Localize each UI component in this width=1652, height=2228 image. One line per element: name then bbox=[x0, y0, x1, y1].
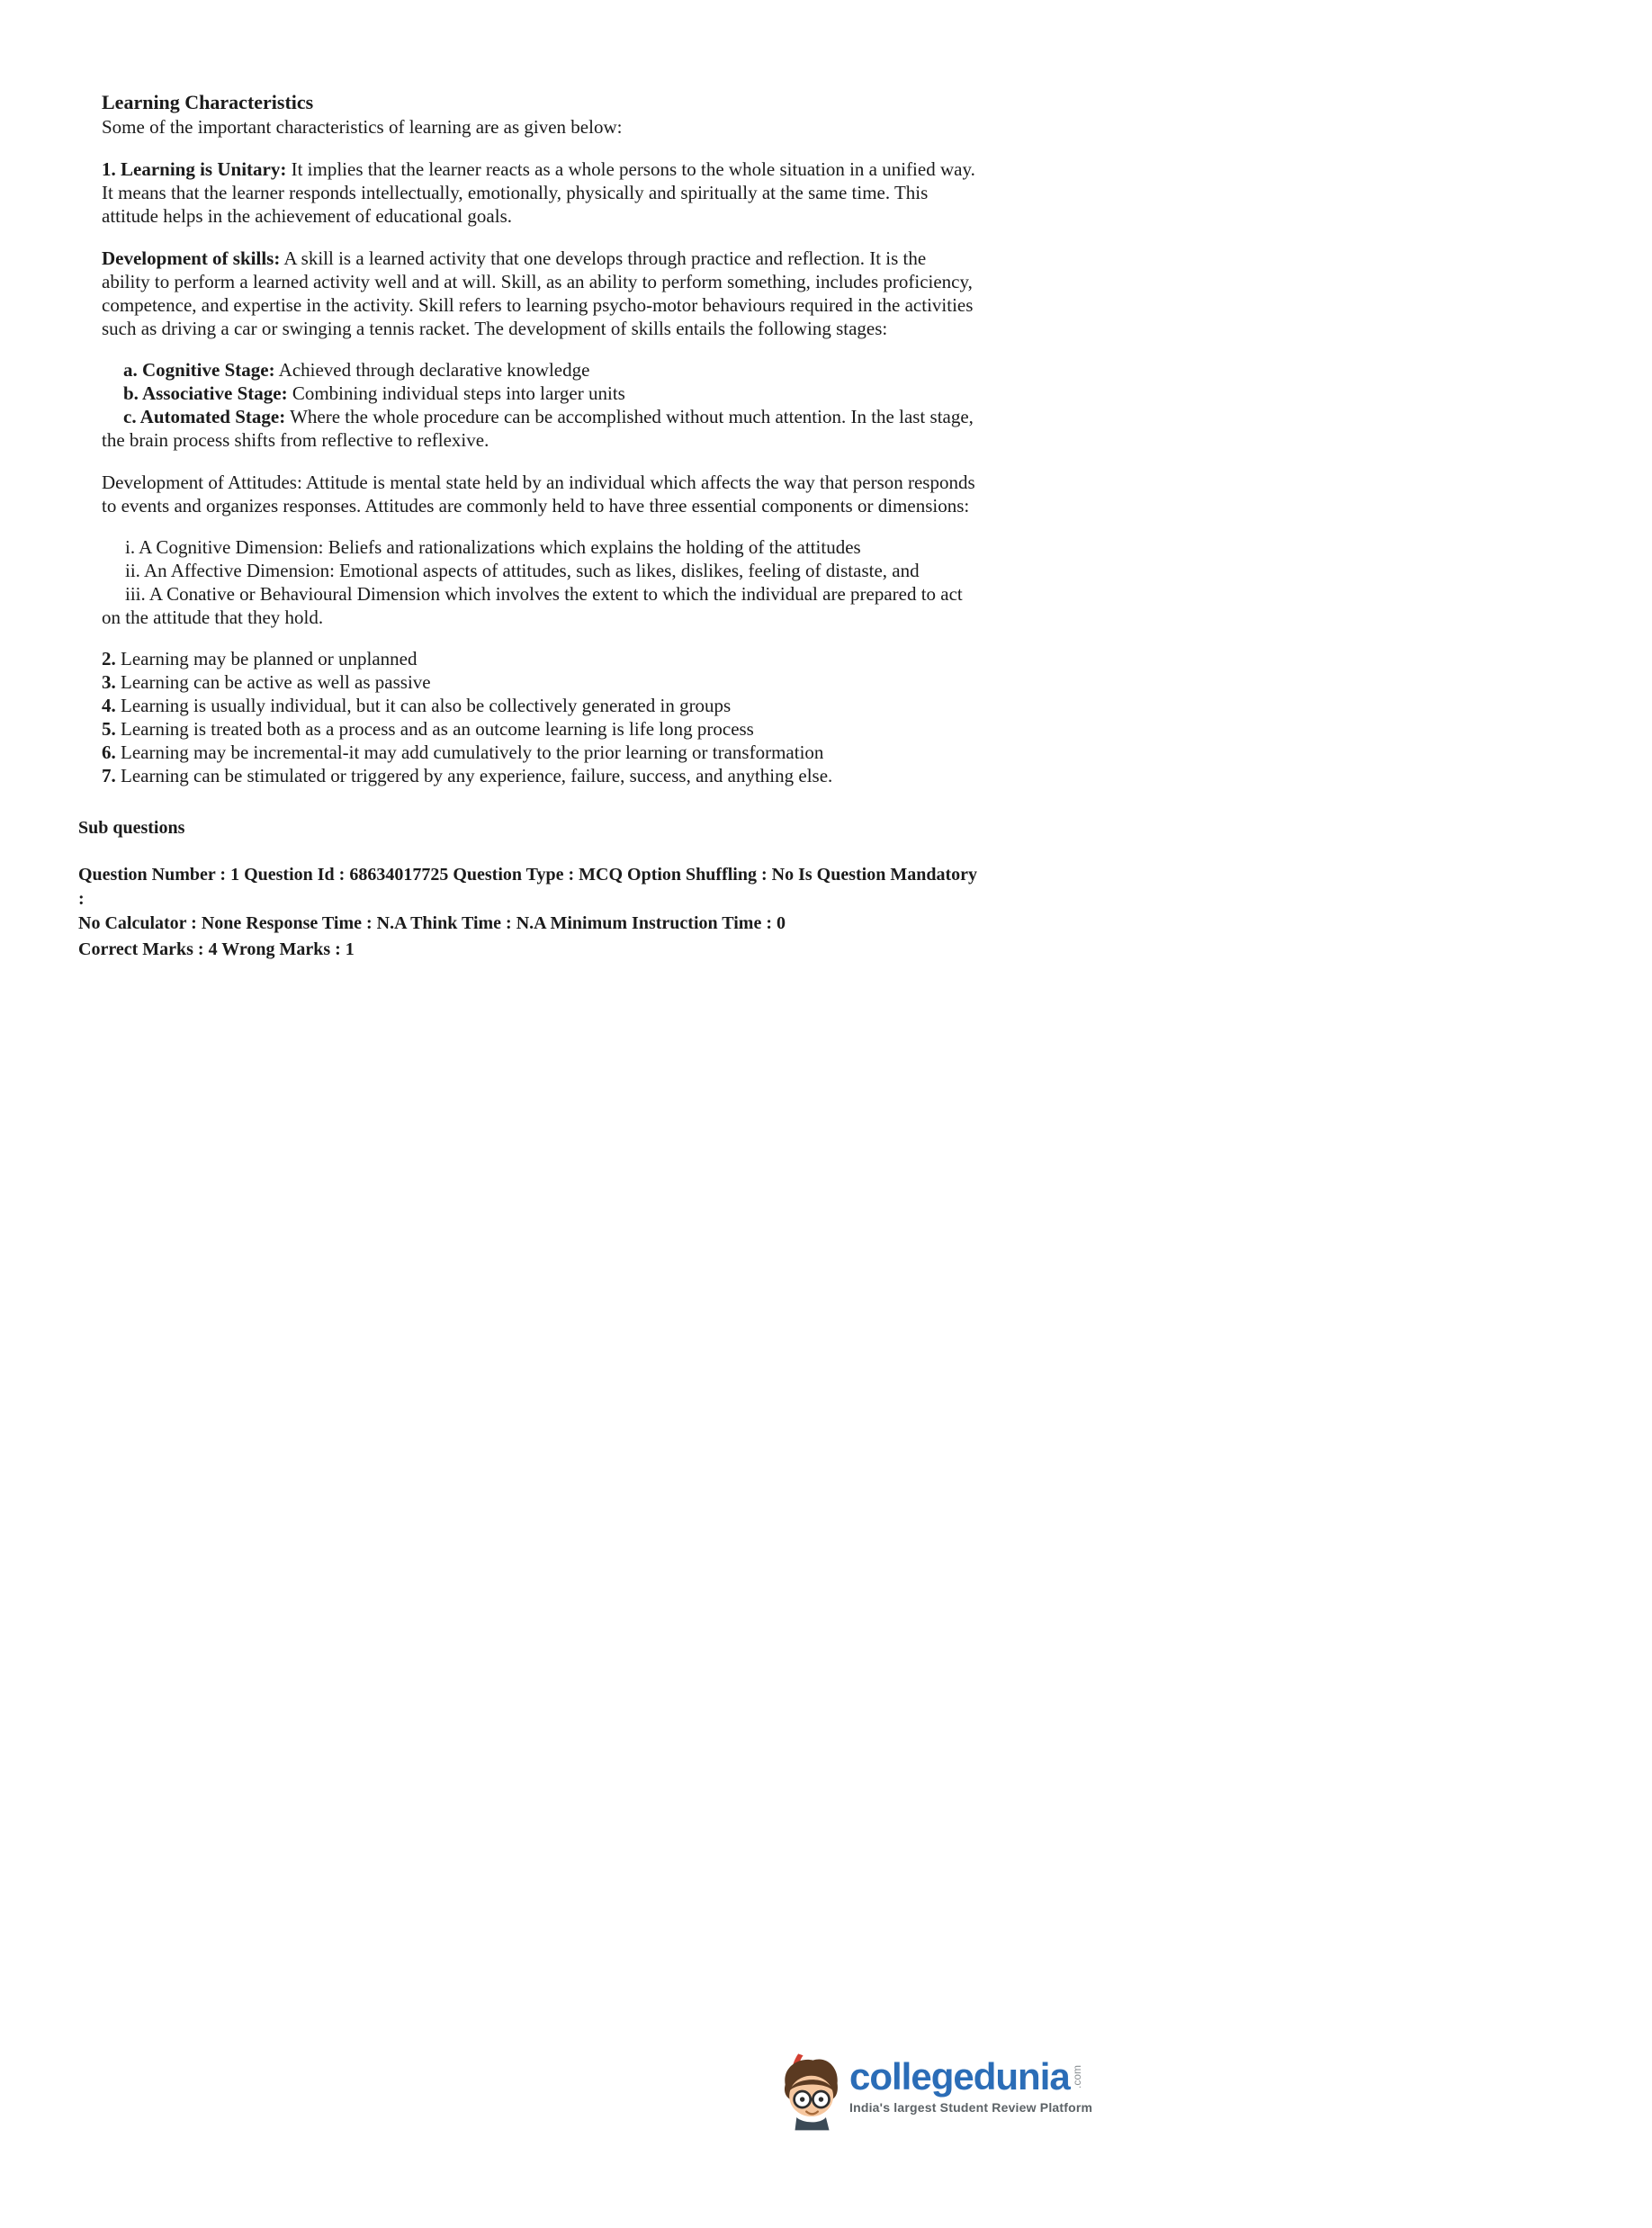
document-content bbox=[78, 90, 983, 962]
paragraph-learning-unitary bbox=[102, 157, 979, 228]
list-item-text: Learning may be incremental-it may add cumulatively to the prior learning or transformation bbox=[115, 741, 824, 763]
list-item-text: Learning may be planned or unplanned bbox=[115, 648, 417, 669]
list-item bbox=[102, 764, 979, 787]
question-marks-line: Correct Marks : 4 Wrong Marks : 1 bbox=[78, 939, 355, 959]
list-item bbox=[102, 647, 979, 670]
brand-wordmark: collegedunia bbox=[849, 2055, 1070, 2098]
stage-item-automated bbox=[102, 405, 979, 452]
list-item-number: 5. bbox=[102, 718, 116, 740]
stage-text: Where the whole procedure can be accomplished without much attention. In the last stage, the brain process shifts from reflective to reflexive. bbox=[102, 406, 974, 451]
stage-label-bold: b. Associative Stage: bbox=[123, 382, 288, 404]
paragraph-development-of-attitudes: Development of Attitudes: Attitude is mental state held by an individual which affects the way that person responds to events and organizes responses. Attitudes are commonly held to have three essential components or dimensions: bbox=[102, 472, 975, 517]
list-item-text: Learning is treated both as a process and as an outcome learning is life long process bbox=[115, 718, 754, 740]
brand-text-block bbox=[849, 2057, 1092, 2115]
list-item bbox=[102, 741, 979, 764]
section-title: Learning Characteristics bbox=[102, 91, 314, 113]
list-item-number: 7. bbox=[102, 765, 116, 786]
intro-line: Some of the important characteristics of learning are as given below: bbox=[102, 116, 623, 138]
learning-characteristics-section bbox=[102, 90, 979, 787]
list-item-number: 2. bbox=[102, 648, 116, 669]
stage-item-cognitive bbox=[102, 358, 979, 382]
brand-suffix: .com bbox=[1070, 2064, 1083, 2089]
dimension-item-affective: ii. An Affective Dimension: Emotional aspects of attitudes, such as likes, dislikes, feeling of distaste, and bbox=[125, 560, 920, 581]
collegedunia-logo[interactable] bbox=[774, 2052, 1092, 2131]
brand-row bbox=[849, 2057, 1092, 2097]
list-item-number: 6. bbox=[102, 741, 116, 763]
paragraph-lead-bold: Development of skills: bbox=[102, 247, 281, 269]
question-metadata-line: Question Number : 1 Question Id : 68634017725 Question Type : MCQ Option Shuffling : No Is Question Mandatory : bbox=[78, 865, 977, 909]
dimension-item-conative: iii. A Conative or Behavioural Dimension which involves the extent to which the individual are prepared to act on the attitude that they hold. bbox=[102, 583, 963, 628]
collegedunia-mascot-icon bbox=[774, 2052, 842, 2131]
paragraph-development-of-skills bbox=[102, 247, 979, 340]
stage-text: Achieved through declarative knowledge bbox=[274, 359, 590, 381]
question-metadata-line: No Calculator : None Response Time : N.A Think Time : N.A Minimum Instruction Time : 0 bbox=[78, 913, 786, 933]
paragraph-lead-bold: 1. Learning is Unitary: bbox=[102, 158, 287, 180]
learning-characteristics-list bbox=[102, 647, 979, 787]
list-item-text: Learning is usually individual, but it can also be collectively generated in groups bbox=[115, 695, 732, 716]
stage-label-bold: a. Cognitive Stage: bbox=[123, 359, 275, 381]
list-item-number: 4. bbox=[102, 695, 116, 716]
paragraph-body-text: It implies that the learner reacts as a whole persons to the whole situation in a unified way. It means that the learner responds intellectually, emotionally, physically and spiritually at the same time. This attitude helps in the achievement of educational goals. bbox=[102, 158, 975, 227]
dimension-item-cognitive: i. A Cognitive Dimension: Beliefs and rationalizations which explains the holding of the attitudes bbox=[125, 536, 861, 558]
stage-label-bold: c. Automated Stage: bbox=[123, 406, 286, 427]
stage-text: Combining individual steps into larger units bbox=[287, 382, 625, 404]
list-item-text: Learning can be stimulated or triggered by any experience, failure, success, and anything else. bbox=[115, 765, 833, 786]
sub-questions-heading: Sub questions bbox=[78, 818, 185, 838]
list-item-text: Learning can be active as well as passive bbox=[115, 671, 431, 693]
list-item-number: 3. bbox=[102, 671, 116, 693]
list-item bbox=[102, 670, 979, 694]
stage-item-associative bbox=[102, 382, 979, 405]
list-item bbox=[102, 694, 979, 717]
brand-tagline: India's largest Student Review Platform bbox=[849, 2100, 1093, 2115]
skill-stages-list bbox=[102, 358, 979, 452]
attitude-dimensions-list bbox=[102, 535, 979, 629]
list-item bbox=[102, 717, 979, 741]
question-metadata-block bbox=[78, 863, 978, 962]
paragraph-body-text: A skill is a learned activity that one develops through practice and reflection. It is the ability to perform a learned activity well and at will. Skill, as an ability to perform something, includes proficiency, competence, and expertise in the activity. Skill refers to learning psycho-motor behaviours required in the activities such as driving a car or swinging a tennis racket. The development of skills entails the following stages: bbox=[102, 247, 974, 339]
